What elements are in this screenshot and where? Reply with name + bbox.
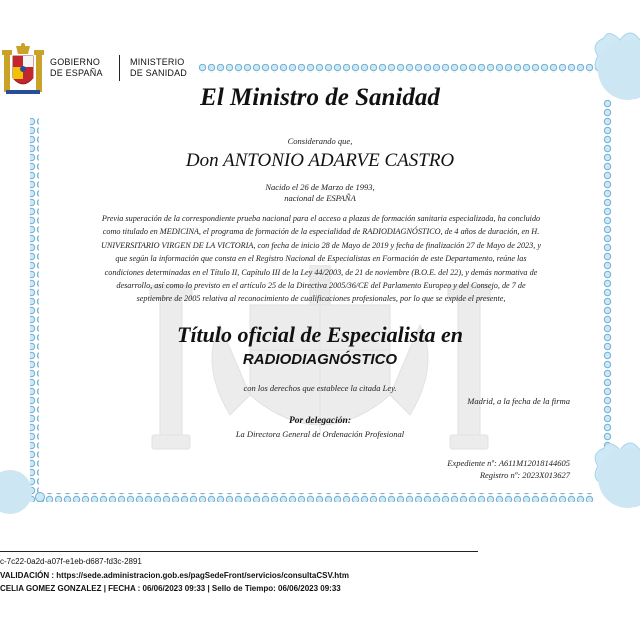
birth-line-1: Nacido el 26 de Marzo de 1993, bbox=[265, 182, 375, 192]
holder-name: Don ANTONIO ADARVE CASTRO bbox=[185, 150, 455, 171]
government-label bbox=[50, 57, 103, 79]
rights-text: con los derechos que establece la citada Ley. bbox=[243, 383, 397, 393]
delegation-label: Por delegación: bbox=[288, 416, 351, 426]
birth-line-2: nacional de ESPAÑA bbox=[284, 193, 356, 203]
place-date: Madrid, a la fecha de la firma bbox=[467, 396, 570, 406]
signature-info: CELIA GOMEZ GONZALEZ | FECHA : 06/06/2023 09:33 | Sello de Tiempo: 06/06/2023 09:33 bbox=[0, 584, 341, 593]
certificate-title: El Ministro de Sanidad bbox=[200, 84, 440, 111]
ministry-line-2: DE SANIDAD bbox=[130, 68, 188, 78]
expediente-number: Expediente nº: A611M12018144605 bbox=[447, 458, 570, 468]
considerando-text: Considerando que, bbox=[287, 136, 353, 146]
registro-number: Registro nº: 2023X013627 bbox=[479, 470, 570, 480]
csv-code: c-7c22-0a2d-a07f-e1eb-d687-fd3c-2891 bbox=[0, 557, 142, 566]
header-divider bbox=[119, 55, 120, 81]
ministry-label bbox=[130, 57, 187, 79]
birth-info bbox=[220, 182, 420, 204]
file-numbers bbox=[390, 457, 570, 481]
official-title: Título oficial de Especialista en bbox=[177, 322, 463, 347]
certificate-body: Previa superación de la correspondiente prueba nacional para el acceso a plazas de formación sanitaria especializada, ha concluido como titulado en MEDICINA, el programa de formación de la especialidad de RADIODIAGNÓSTICO, de 4 años de duración, en H. UNIVERSITARIO VIRGEN DE LA VICTORIA, con fecha de inicio 28 de Mayo de 2019 y fecha de finalización 27 de Mayo de 2023, y que según la información que consta en el Registro Nacional de Especialistas en Formación de este Departamento, reúne las condiciones determinadas en el Título II, Capítulo III de la Ley 44/2003, de 21 de noviembre (B.O.E. del 22), y demás normativa de desarrollo, así como lo previsto en el artículo 25 de la Directiva 2005/36/CE del Parlamento Europeo y del Consejo, de 7 de septiembre de 2005 relativa al reconocimiento de cualificaciones profesionales, por lo que se expide el presente, bbox=[101, 214, 541, 304]
validation-url: VALIDACIÓN : https://sede.administracion.gob.es/pagSedeFront/servicios/consultaCSV.htm bbox=[0, 571, 349, 580]
spain-coat-of-arms-icon bbox=[2, 42, 44, 100]
director-label: La Directora General de Ordenación Profesional bbox=[235, 429, 405, 439]
gov-line-2: DE ESPAÑA bbox=[50, 68, 103, 78]
specialty-name: RADIODIAGNÓSTICO bbox=[242, 351, 398, 368]
ministry-line-1: MINISTERIO bbox=[130, 57, 185, 67]
gov-line-1: GOBIERNO bbox=[50, 57, 101, 67]
footer-divider bbox=[0, 551, 478, 552]
